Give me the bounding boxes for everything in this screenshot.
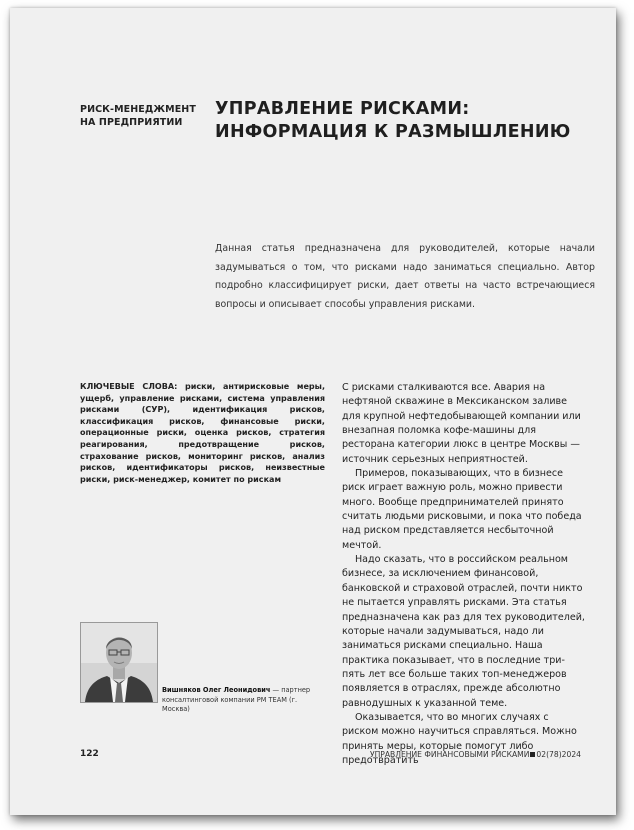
body-paragraph-4: Оказывается, что во многих случаях с риском можно научиться справляться. Можно принять меры, которые помогут либо предотвратить <box>342 711 577 766</box>
keywords-label: КЛЮЧЕВЫЕ СЛОВА: <box>80 382 178 391</box>
body-paragraph-2: Примеров, показывающих, что в бизнесе риск играет важную роль, можно привести много. Вообще предпринимателей принято считать людьми рисковыми, и пока что победа над риском представляется несбыточной мечтой. <box>342 468 582 551</box>
section-rubric: РИСК-МЕНЕДЖМЕНТ НА ПРЕДПРИЯТИИ <box>80 104 196 128</box>
article-lead: Данная статья предназначена для руководителей, которые начали задумываться о том, что рисками надо заниматься специально. Автор подробно классифицирует риски, дает ответы на часто встречающиеся вопросы и описывает способы управления рисками. <box>215 243 595 310</box>
keywords-block <box>80 381 325 485</box>
page-number: 122 <box>80 749 99 759</box>
author-caption <box>162 686 327 715</box>
author-name: Вишняков Олег Леонидович <box>162 686 271 694</box>
author-portrait-image <box>81 623 157 702</box>
journal-page <box>10 8 616 815</box>
author-role: — партнер консалтинговой компании PM TEAM (г. Москва) <box>162 686 311 713</box>
body-paragraph-3: Надо сказать, что в российском реальном бизнесе, за исключением финансовой, банковской и страховой отраслей, почти никто не пытается управлять рисками. Эта статья предназначена как раз для тех руководителей, которые начали задумываться, надо ли заниматься рисками специально. Наша практика показывает, что в последние три-пять лет все больше таких топ-менеджеров появляется в отраслях, прежде абсолютно равнодушных к указанной теме. <box>342 554 585 709</box>
running-footer <box>370 750 581 759</box>
square-separator-icon <box>530 752 535 757</box>
author-photo <box>80 622 158 703</box>
keywords-text: риски, антирисковые меры, ущерб, управление рисками, система управления рисками (СУР), идентификация рисков, классификация рисков, финансовые риски, операционные риски, оценка рисков, стратегия реагирования, предотвращение рисков, страхование рисков, мониторинг рисков, анализ рисков, идентификаторы рисков, неизвестные риски, риск-менеджер, комитет по рискам <box>80 382 325 484</box>
article-body <box>342 381 587 768</box>
issue-number: 02(78)2024 <box>536 750 581 759</box>
journal-name: УПРАВЛЕНИЕ ФИНАНСОВЫМИ РИСКАМИ <box>369 750 530 759</box>
article-title: УПРАВЛЕНИЕ РИСКАМИ: ИНФОРМАЦИЯ К РАЗМЫШЛЕНИЮ <box>215 99 571 142</box>
body-paragraph-1: С рисками сталкиваются все. Авария на нефтяной скважине в Мексиканском заливе для крупной нефтедобывающей компании или внезапная поломка кофе-машины для ресторана категории люкс в центре Москвы — источник серьезных неприятностей. <box>342 382 581 465</box>
